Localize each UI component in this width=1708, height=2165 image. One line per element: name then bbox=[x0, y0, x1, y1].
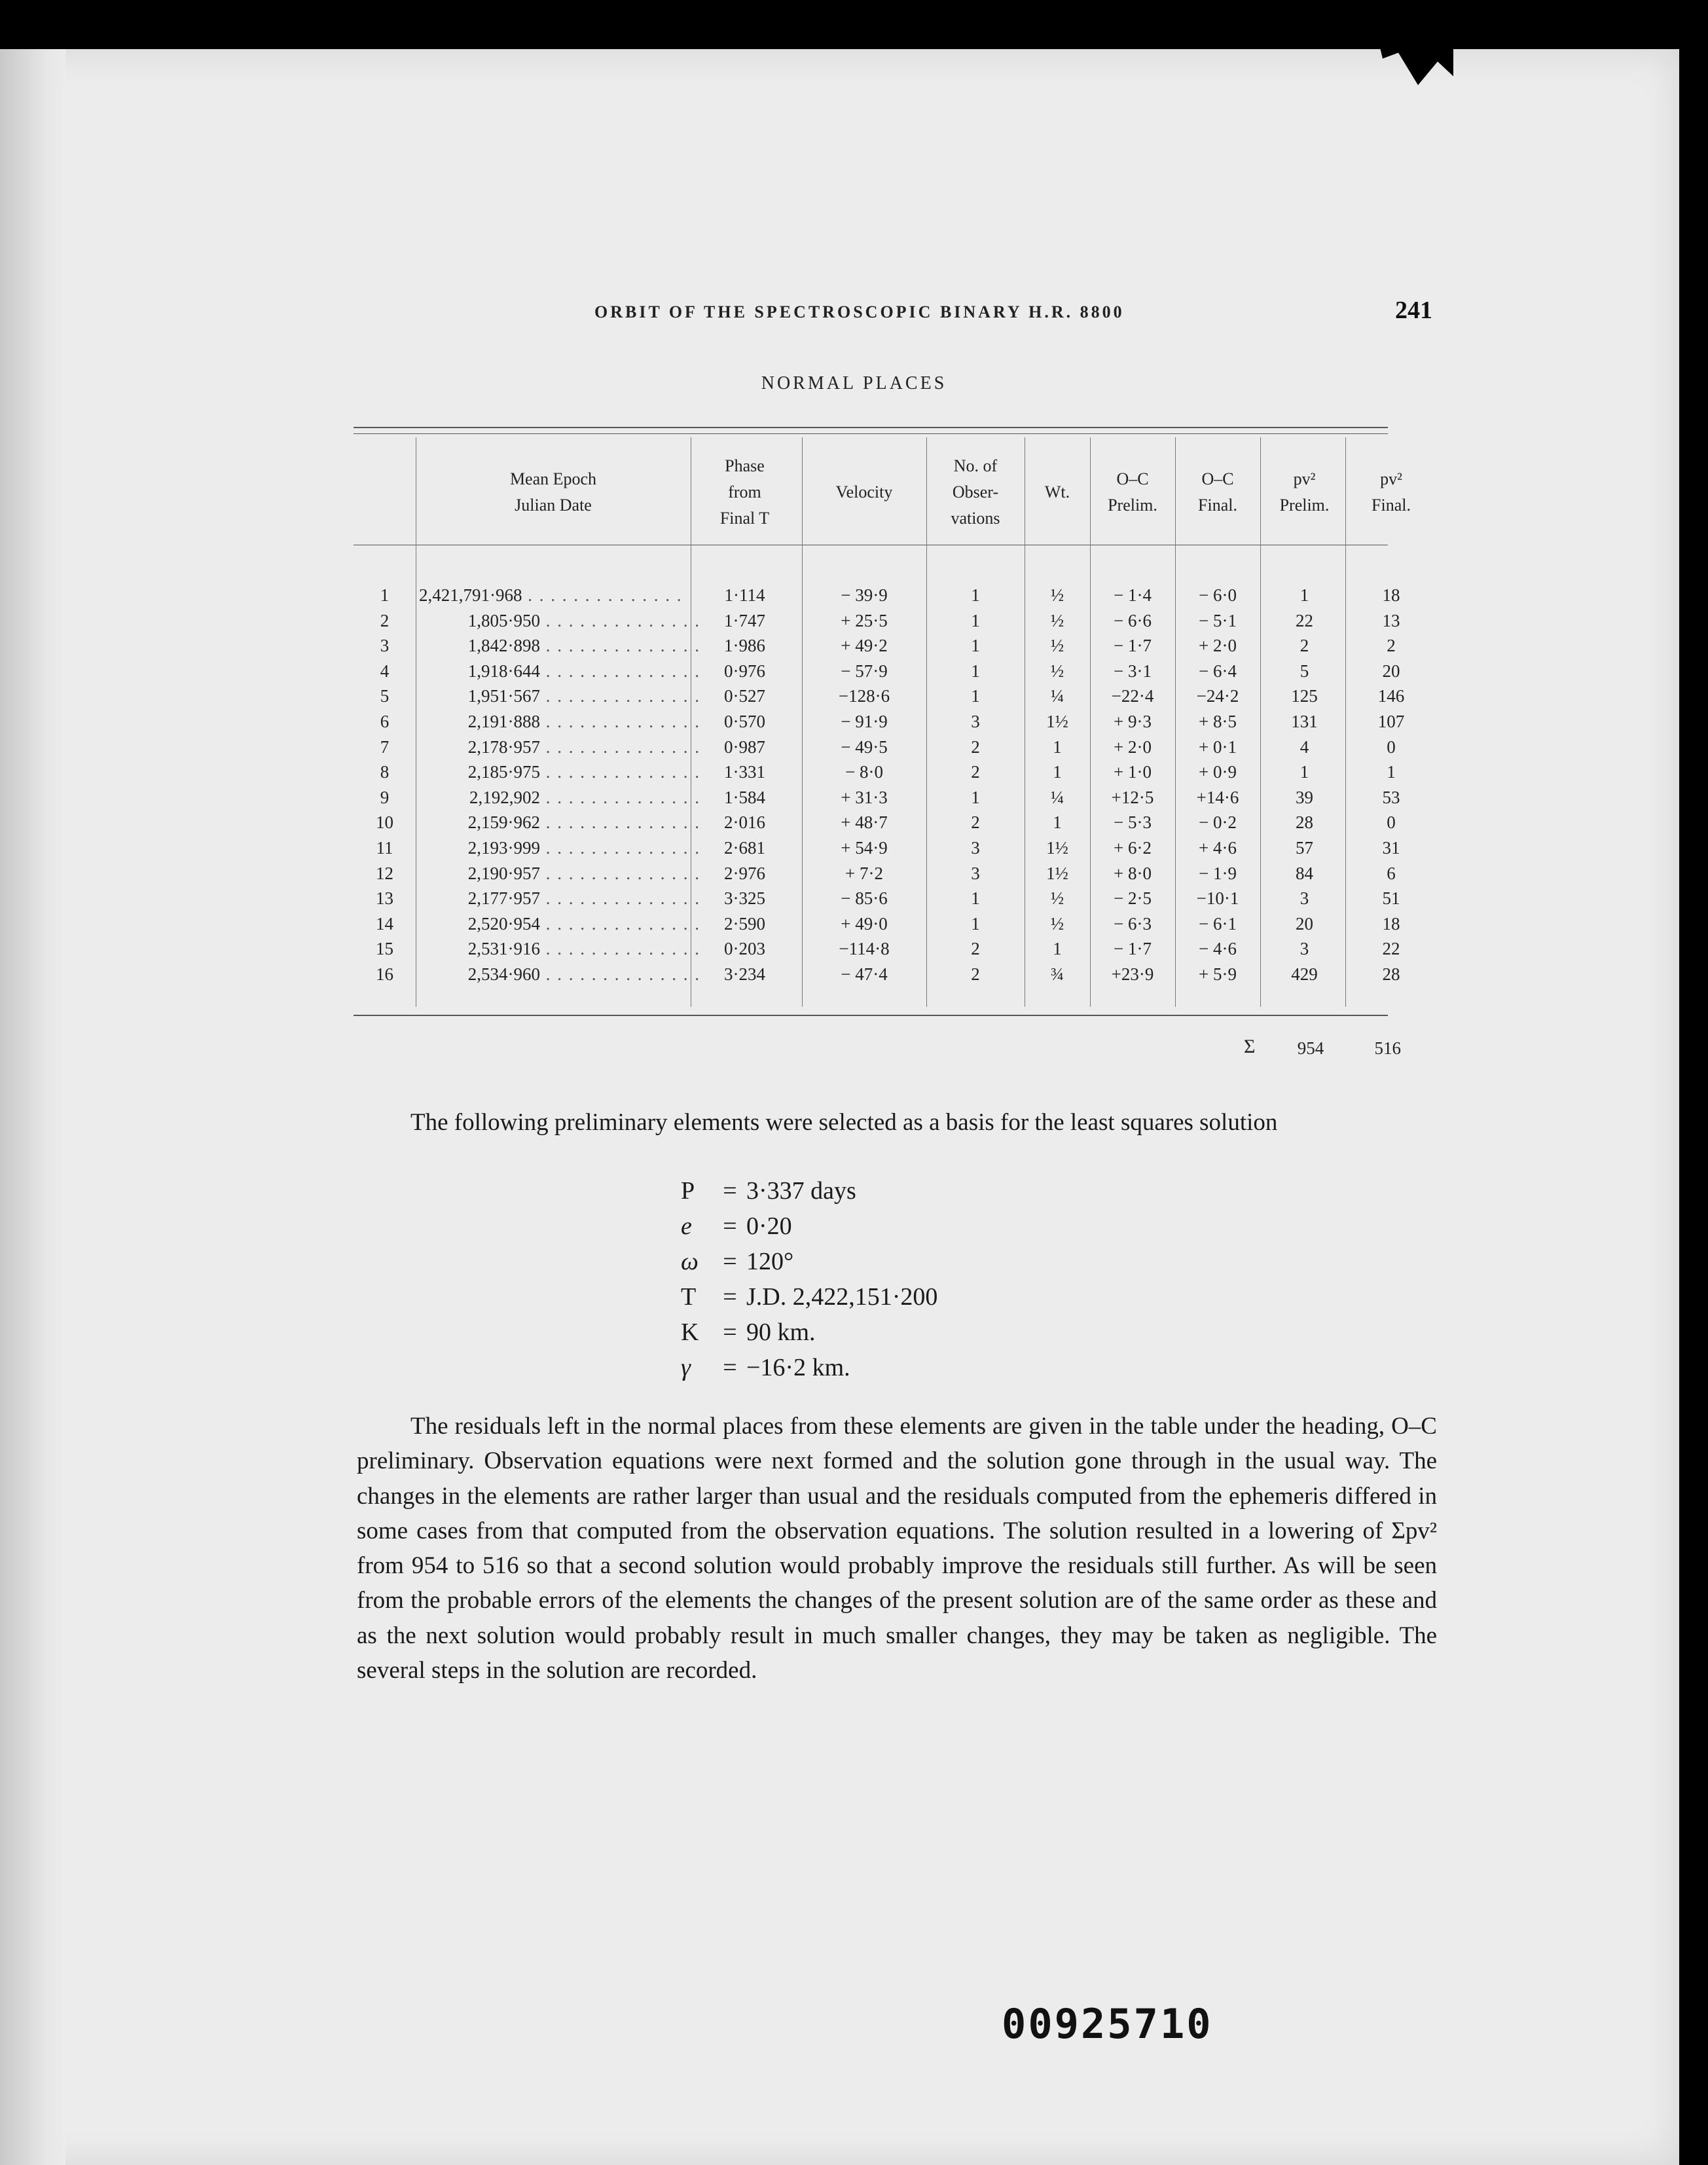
cell-pv2-final: 20 bbox=[1382, 661, 1400, 681]
cell-epoch bbox=[419, 759, 700, 784]
cell-phase: 1·114 bbox=[724, 585, 765, 605]
cell-oc-prelim: −22·4 bbox=[1111, 686, 1154, 706]
cell-oc-prelim: − 6·3 bbox=[1114, 913, 1152, 934]
cell-idx: 10 bbox=[376, 812, 393, 833]
cell-pv2-prelim: 39 bbox=[1296, 787, 1313, 807]
element-sym: γ bbox=[681, 1354, 691, 1381]
element-row bbox=[681, 1209, 792, 1244]
cell-oc-final: − 6·0 bbox=[1199, 585, 1237, 605]
column-header-pv2-final bbox=[1349, 453, 1434, 532]
cell-pv2-prelim: 20 bbox=[1296, 913, 1313, 934]
dot-leader: . . . . . . . . . . . . . . bbox=[540, 661, 700, 681]
dot-leader: . . . . . . . . . . . . . . bbox=[540, 762, 700, 782]
cell-phase: 3·325 bbox=[724, 888, 765, 909]
cell-pv2-prelim: 429 bbox=[1291, 964, 1318, 984]
cell-phase: 1·584 bbox=[724, 787, 765, 807]
column-header-line: vations bbox=[951, 509, 1000, 528]
paragraph-preliminary-elements bbox=[357, 1105, 1437, 1140]
cell-epoch bbox=[419, 683, 700, 708]
cell-epoch bbox=[419, 886, 700, 911]
cell-oc-prelim: − 5·3 bbox=[1114, 812, 1152, 833]
dot-leader: . . . . . . . . . . . . . . bbox=[540, 838, 700, 858]
dot-leader: . . . . . . . . . . . . . . bbox=[540, 737, 700, 757]
dot-leader: . . . . . . . . . . . . . . bbox=[540, 939, 700, 959]
cell-epoch-value: 2,177·957 bbox=[467, 888, 540, 909]
cell-pv2-prelim: 3 bbox=[1299, 939, 1309, 959]
cell-nobs: 1 bbox=[971, 787, 980, 807]
column-header-line: pv² bbox=[1380, 469, 1402, 488]
cell-pv2-final: 146 bbox=[1377, 686, 1405, 706]
cell-epoch-value: 2,185·975 bbox=[467, 762, 540, 782]
column-header-line: Final. bbox=[1372, 496, 1411, 515]
cell-phase: 1·331 bbox=[724, 762, 765, 782]
cell-idx: 15 bbox=[376, 939, 393, 959]
dot-leader: . . . . . . . . . . . . . . bbox=[540, 812, 700, 833]
cell-pv2-final: 51 bbox=[1382, 888, 1400, 909]
dot-leader: . . . . . . . . . . . . . . bbox=[540, 712, 700, 731]
element-eq: = bbox=[723, 1319, 737, 1346]
cell-epoch-value: 2,190·957 bbox=[467, 863, 540, 883]
cell-nobs: 2 bbox=[971, 762, 980, 782]
cell-nobs: 3 bbox=[971, 838, 980, 858]
cell-phase: 1·747 bbox=[724, 610, 765, 630]
cell-epoch-value: 2,531·916 bbox=[467, 939, 540, 959]
cell-velocity: − 8·0 bbox=[845, 762, 883, 782]
column-header-line: pv² bbox=[1293, 469, 1316, 488]
cell-wt: ½ bbox=[1050, 585, 1064, 605]
cell-oc-final: − 0·2 bbox=[1199, 812, 1237, 833]
cell-epoch-value: 2,159·962 bbox=[467, 812, 540, 833]
column-header-line: Julian Date bbox=[515, 496, 592, 515]
cell-pv2-prelim: 131 bbox=[1291, 712, 1318, 731]
paragraph-residuals bbox=[357, 1409, 1437, 1688]
cell-nobs: 1 bbox=[971, 610, 980, 630]
running-header bbox=[594, 296, 1432, 335]
sum-final: 516 bbox=[1374, 1038, 1401, 1058]
cell-nobs: 1 bbox=[971, 661, 980, 681]
cell-nobs: 2 bbox=[971, 939, 980, 959]
cell-idx: 5 bbox=[380, 686, 390, 706]
cell-pv2-final: 53 bbox=[1382, 787, 1400, 807]
cell-wt: 1 bbox=[1053, 737, 1062, 757]
cell-oc-final: − 6·1 bbox=[1199, 913, 1237, 934]
element-row bbox=[681, 1279, 937, 1315]
cell-oc-final: −10·1 bbox=[1196, 888, 1239, 909]
running-title: ORBIT OF THE SPECTROSCOPIC BINARY H.R. 8800 bbox=[594, 302, 1125, 321]
cell-epoch-value: 2,191·888 bbox=[467, 712, 540, 731]
cell-nobs: 3 bbox=[971, 712, 980, 731]
cell-epoch bbox=[419, 962, 700, 987]
cell-wt: 1 bbox=[1053, 762, 1062, 782]
cell-epoch bbox=[419, 735, 700, 759]
cell-idx: 7 bbox=[380, 737, 390, 757]
normal-places-table bbox=[354, 427, 1411, 1016]
cell-oc-prelim: + 6·2 bbox=[1114, 838, 1152, 858]
cell-oc-final: − 5·1 bbox=[1199, 610, 1237, 630]
cell-epoch-value: 1,842·898 bbox=[467, 636, 540, 656]
cell-pv2-prelim: 1 bbox=[1299, 762, 1309, 782]
column-header-line: Prelim. bbox=[1108, 496, 1157, 515]
element-sym: ω bbox=[681, 1248, 699, 1275]
cell-phase: 0·987 bbox=[724, 737, 765, 757]
cell-velocity: + 25·5 bbox=[841, 610, 888, 630]
cell-velocity: −114·8 bbox=[839, 939, 890, 959]
cell-oc-prelim: − 2·5 bbox=[1114, 888, 1152, 909]
cell-oc-final: − 6·4 bbox=[1199, 661, 1237, 681]
cell-oc-final: + 4·6 bbox=[1199, 838, 1237, 858]
cell-idx: 11 bbox=[376, 838, 393, 858]
cell-oc-final: − 4·6 bbox=[1199, 939, 1237, 959]
element-sym: K bbox=[681, 1319, 699, 1346]
cell-oc-prelim: +12·5 bbox=[1111, 787, 1154, 807]
cell-epoch bbox=[419, 936, 700, 961]
column-header-line: Phase bbox=[725, 456, 765, 475]
cell-wt: ½ bbox=[1050, 888, 1064, 909]
cell-oc-final: + 0·1 bbox=[1199, 737, 1237, 757]
cell-oc-prelim: − 3·1 bbox=[1114, 661, 1152, 681]
cell-phase: 1·986 bbox=[724, 636, 765, 656]
column-header-oc-final bbox=[1175, 453, 1260, 532]
column-header-oc-prelim bbox=[1090, 453, 1175, 532]
cell-idx: 13 bbox=[376, 888, 393, 909]
cell-idx: 16 bbox=[376, 964, 393, 984]
cell-pv2-final: 6 bbox=[1387, 863, 1396, 883]
cell-phase: 3·234 bbox=[724, 964, 765, 984]
table-top-rule-thin bbox=[354, 433, 1388, 434]
column-header-phase bbox=[691, 453, 799, 532]
cell-wt: 1½ bbox=[1046, 863, 1068, 883]
dot-leader: . . . . . . . . . . . . . . bbox=[540, 610, 700, 630]
cell-epoch bbox=[419, 861, 700, 886]
cell-phase: 0·527 bbox=[724, 686, 765, 706]
cell-nobs: 2 bbox=[971, 964, 980, 984]
cell-idx: 14 bbox=[376, 913, 393, 934]
cell-wt: ½ bbox=[1050, 636, 1064, 656]
column-header-line: Velocity bbox=[835, 482, 893, 501]
cell-oc-final: −24·2 bbox=[1196, 686, 1239, 706]
dot-leader: . . . . . . . . . . . . . . bbox=[540, 787, 700, 807]
dot-leader: . . . . . . . . . . . . . . bbox=[540, 913, 700, 934]
element-row bbox=[681, 1350, 850, 1385]
cell-pv2-final: 13 bbox=[1382, 610, 1400, 630]
cell-velocity: − 49·5 bbox=[841, 737, 888, 757]
dot-leader: . . . . . . . . . . . . . . bbox=[540, 964, 700, 984]
cell-pv2-prelim: 57 bbox=[1296, 838, 1313, 858]
cell-nobs: 1 bbox=[971, 913, 980, 934]
cell-pv2-prelim: 22 bbox=[1296, 610, 1313, 630]
cell-oc-final: + 0·9 bbox=[1199, 762, 1237, 782]
cell-pv2-final: 28 bbox=[1382, 964, 1400, 984]
cell-nobs: 1 bbox=[971, 636, 980, 656]
column-header-wt bbox=[1025, 453, 1090, 532]
cell-wt: ½ bbox=[1050, 913, 1064, 934]
cell-oc-prelim: + 8·0 bbox=[1114, 863, 1152, 883]
cell-epoch-value: 1,805·950 bbox=[467, 610, 540, 630]
page-fold-shadow bbox=[0, 49, 65, 2165]
cell-oc-final: + 5·9 bbox=[1199, 964, 1237, 984]
cell-pv2-prelim: 4 bbox=[1299, 737, 1309, 757]
cell-epoch bbox=[419, 835, 700, 860]
cell-oc-prelim: + 9·3 bbox=[1114, 712, 1152, 731]
cell-pv2-final: 107 bbox=[1377, 712, 1405, 731]
cell-wt: 1½ bbox=[1046, 838, 1068, 858]
cell-oc-final: +14·6 bbox=[1196, 787, 1239, 807]
cell-epoch-value: 1,918·644 bbox=[467, 661, 540, 681]
cell-pv2-final: 1 bbox=[1387, 762, 1396, 782]
cell-wt: ¼ bbox=[1050, 686, 1064, 706]
cell-epoch-value: 2,421,791·968 bbox=[419, 585, 522, 605]
cell-epoch bbox=[419, 911, 700, 936]
cell-epoch-value: 2,192,902 bbox=[469, 787, 540, 807]
element-eq: = bbox=[723, 1248, 737, 1275]
column-header-line: Obser- bbox=[952, 482, 999, 501]
cell-wt: 1 bbox=[1053, 939, 1062, 959]
element-sym: P bbox=[681, 1177, 695, 1205]
elements-list bbox=[681, 1173, 1074, 1396]
cell-nobs: 2 bbox=[971, 812, 980, 833]
element-row bbox=[681, 1244, 793, 1279]
table-top-rule bbox=[354, 427, 1388, 428]
cell-epoch-value: 2,534·960 bbox=[467, 964, 540, 984]
cell-nobs: 1 bbox=[971, 585, 980, 605]
cell-pv2-final: 0 bbox=[1387, 812, 1396, 833]
cell-epoch bbox=[419, 583, 681, 608]
cell-velocity: + 49·0 bbox=[841, 913, 888, 934]
cell-oc-final: − 1·9 bbox=[1199, 863, 1237, 883]
cell-velocity: −128·6 bbox=[838, 686, 890, 706]
paragraph-text: The following preliminary elements were selected as a basis for the least squares solution bbox=[410, 1109, 1278, 1136]
cell-idx: 9 bbox=[380, 787, 390, 807]
cell-pv2-prelim: 1 bbox=[1299, 585, 1309, 605]
cell-nobs: 3 bbox=[971, 863, 980, 883]
cell-velocity: − 57·9 bbox=[841, 661, 888, 681]
column-header-nobs bbox=[926, 453, 1025, 532]
cell-oc-prelim: − 1·7 bbox=[1114, 939, 1152, 959]
table-title: NORMAL PLACES bbox=[761, 373, 947, 393]
column-header-line: from bbox=[728, 482, 761, 501]
cell-oc-final: + 8·5 bbox=[1199, 712, 1237, 731]
element-eq: = bbox=[723, 1177, 737, 1205]
cell-epoch bbox=[419, 633, 700, 658]
cell-pv2-final: 2 bbox=[1387, 636, 1396, 656]
cell-oc-final: + 2·0 bbox=[1199, 636, 1237, 656]
element-val: −16·2 km. bbox=[746, 1354, 850, 1381]
element-val: 3·337 days bbox=[746, 1177, 856, 1205]
cell-oc-prelim: − 6·6 bbox=[1114, 610, 1152, 630]
cell-oc-prelim: +23·9 bbox=[1111, 964, 1154, 984]
column-header-epoch bbox=[416, 453, 691, 532]
dot-leader: . . . . . . . . . . . . . . bbox=[540, 686, 700, 706]
cell-epoch bbox=[419, 709, 700, 734]
cell-velocity: − 85·6 bbox=[841, 888, 888, 909]
cell-pv2-final: 18 bbox=[1382, 913, 1400, 934]
cell-idx: 3 bbox=[380, 636, 390, 656]
cell-wt: ½ bbox=[1050, 661, 1064, 681]
cell-pv2-prelim: 2 bbox=[1299, 636, 1309, 656]
dot-leader: . . . . . . . . . . . . . . bbox=[540, 888, 700, 909]
cell-pv2-prelim: 28 bbox=[1296, 812, 1313, 833]
column-header-line: Final T bbox=[719, 509, 770, 528]
table-bottom-rule bbox=[354, 1015, 1388, 1016]
cell-idx: 12 bbox=[376, 863, 393, 883]
cell-velocity: + 54·9 bbox=[841, 838, 888, 858]
cell-wt: ¾ bbox=[1050, 964, 1064, 984]
cell-phase: 2·681 bbox=[724, 838, 765, 858]
cell-epoch-value: 1,951·567 bbox=[467, 686, 540, 706]
cell-oc-prelim: + 1·0 bbox=[1114, 762, 1152, 782]
cell-velocity: + 31·3 bbox=[841, 787, 888, 807]
element-eq: = bbox=[723, 1212, 737, 1240]
cell-pv2-final: 22 bbox=[1382, 939, 1400, 959]
cell-pv2-final: 18 bbox=[1382, 585, 1400, 605]
cell-nobs: 2 bbox=[971, 737, 980, 757]
cell-phase: 2·976 bbox=[724, 863, 765, 883]
cell-phase: 0·203 bbox=[724, 939, 765, 959]
cell-pv2-prelim: 125 bbox=[1291, 686, 1318, 706]
element-row bbox=[681, 1315, 816, 1350]
sum-symbol: Σ bbox=[1244, 1036, 1256, 1057]
dot-leader: . . . . . . . . . . . . . . bbox=[540, 863, 700, 883]
element-eq: = bbox=[723, 1283, 737, 1311]
cell-wt: 1½ bbox=[1046, 712, 1068, 731]
column-header-line: No. of bbox=[953, 456, 998, 475]
cell-idx: 1 bbox=[380, 585, 390, 605]
cell-pv2-prelim: 84 bbox=[1296, 863, 1313, 883]
sum-prelim: 954 bbox=[1297, 1038, 1324, 1058]
column-header-pv2-prelim bbox=[1260, 453, 1349, 532]
element-val: 120° bbox=[746, 1248, 794, 1275]
cell-epoch bbox=[419, 810, 700, 835]
cell-epoch-value: 2,520·954 bbox=[467, 913, 540, 934]
cell-nobs: 1 bbox=[971, 686, 980, 706]
cell-velocity: + 7·2 bbox=[845, 863, 883, 883]
cell-velocity: − 39·9 bbox=[841, 585, 888, 605]
column-header-line: O–C bbox=[1201, 469, 1234, 488]
cell-wt: ¼ bbox=[1050, 787, 1064, 807]
column-header-line: Mean Epoch bbox=[509, 469, 597, 488]
cell-epoch bbox=[419, 659, 700, 683]
cell-pv2-prelim: 5 bbox=[1299, 661, 1309, 681]
element-sym: T bbox=[681, 1283, 697, 1311]
cell-wt: 1 bbox=[1053, 812, 1062, 833]
cell-phase: 0·976 bbox=[724, 661, 765, 681]
element-row bbox=[681, 1173, 856, 1209]
cell-epoch-value: 2,193·999 bbox=[467, 838, 540, 858]
page-number: 241 bbox=[1395, 297, 1432, 324]
cell-idx: 6 bbox=[380, 712, 390, 731]
cell-wt: ½ bbox=[1050, 610, 1064, 630]
dot-leader: . . . . . . . . . . . . . . bbox=[522, 585, 683, 605]
element-val: 90 km. bbox=[746, 1319, 816, 1346]
cell-pv2-prelim: 3 bbox=[1299, 888, 1309, 909]
cell-phase: 2·016 bbox=[724, 812, 765, 833]
cell-epoch bbox=[419, 785, 700, 810]
element-val: J.D. 2,422,151·200 bbox=[746, 1283, 938, 1311]
cell-oc-prelim: − 1·7 bbox=[1114, 636, 1152, 656]
cell-velocity: + 48·7 bbox=[841, 812, 888, 833]
cell-velocity: + 49·2 bbox=[841, 636, 888, 656]
cell-oc-prelim: + 2·0 bbox=[1114, 737, 1152, 757]
column-header-line: Prelim. bbox=[1279, 496, 1330, 515]
cell-idx: 2 bbox=[380, 610, 390, 630]
dot-leader: . . . . . . . . . . . . . . bbox=[540, 636, 700, 656]
cell-nobs: 1 bbox=[971, 888, 980, 909]
column-header-line: Wt. bbox=[1044, 482, 1070, 501]
column-header-line: O–C bbox=[1116, 469, 1149, 488]
cell-velocity: − 91·9 bbox=[841, 712, 888, 731]
paragraph-text: The residuals left in the normal places from these elements are given in the table under the heading, O–C preliminary. Observation equations were next formed and the solution gone through in the usual way. The changes in the elements are rather larger than usual and the residuals computed from the ephemeris differed in some cases from that computed from the observation equations. The solution resulted in a lowering of Σpv² from 954 to 516 so that a second solution would probably improve the residuals still further. As will be seen from the probable errors of the elements the changes of the present solution are of the same order as these and as the next solution would probably result in much smaller changes, they may be taken as negligible. The several steps in the solution are recorded. bbox=[357, 1413, 1437, 1684]
cell-velocity: − 47·4 bbox=[841, 964, 888, 984]
column-header-velocity bbox=[802, 453, 926, 532]
cell-idx: 8 bbox=[380, 762, 390, 782]
cell-phase: 2·590 bbox=[724, 913, 765, 934]
column-header-line: Final. bbox=[1198, 496, 1237, 515]
archive-stamp: 00925710 bbox=[1002, 2000, 1213, 2048]
cell-pv2-final: 0 bbox=[1387, 737, 1396, 757]
sum-row bbox=[1244, 1036, 1401, 1062]
element-sym: e bbox=[681, 1212, 692, 1240]
cell-phase: 0·570 bbox=[724, 712, 765, 731]
cell-epoch bbox=[419, 608, 700, 633]
cell-epoch-value: 2,178·957 bbox=[467, 737, 540, 757]
element-val: 0·20 bbox=[746, 1212, 792, 1240]
cell-idx: 4 bbox=[380, 661, 390, 681]
cell-oc-prelim: − 1·4 bbox=[1114, 585, 1152, 605]
element-eq: = bbox=[723, 1354, 737, 1381]
cell-pv2-final: 31 bbox=[1382, 838, 1400, 858]
